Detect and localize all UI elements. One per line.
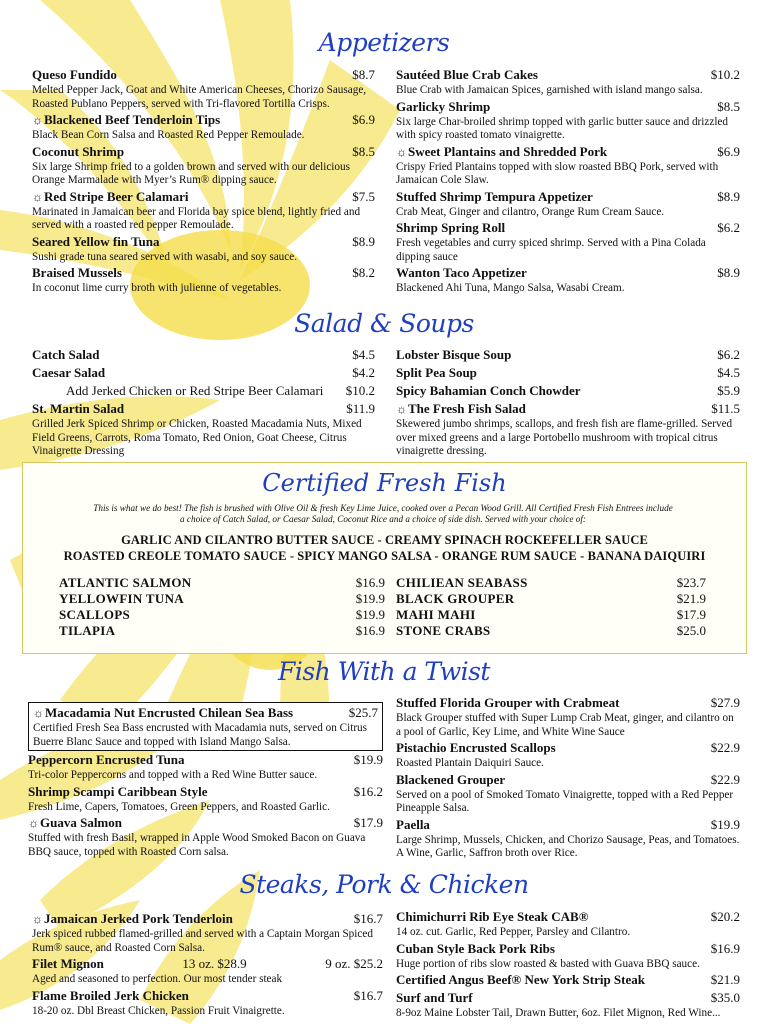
- menu-item: [32, 264, 375, 296]
- menu-item-header: [32, 987, 383, 1005]
- menu-item-name: Seared Yellow fin Tuna: [32, 233, 160, 249]
- menu-item-name: Shrimp Scampi Caribbean Style: [28, 783, 208, 799]
- menu-item-header: [28, 751, 383, 769]
- menu-item: [396, 971, 740, 989]
- menu-item-name: Wanton Taco Appetizer: [396, 265, 527, 280]
- menu-item-price: $19.9: [353, 752, 383, 767]
- fish-name: STONE CRABS: [396, 623, 491, 638]
- menu-item-description: 18-20 oz. Dbl Breast Chicken, Passion Fruit Vinaigrette.: [32, 1004, 285, 1017]
- menu-item-name: Add Jerked Chicken or Red Stripe Beer Calamari: [66, 383, 324, 398]
- menu-item-price: $11.9: [346, 401, 375, 416]
- menu-item-title: [33, 704, 293, 722]
- menu-item-header: [396, 400, 740, 418]
- menu-item: [32, 382, 375, 400]
- menu-item-header: [28, 814, 383, 832]
- menu-item: [28, 783, 383, 815]
- menu-item-price: $8.9: [717, 188, 740, 204]
- menu-item-header: [396, 264, 740, 282]
- menu-item-header: [396, 989, 740, 1007]
- menu-item: [32, 364, 375, 382]
- menu-item: [396, 364, 740, 382]
- fish-row: [396, 575, 706, 591]
- fresh-fish-box: [22, 462, 747, 654]
- menu-item-title: [396, 739, 556, 757]
- menu-item-price: $27.9: [710, 695, 740, 710]
- menu-item-title: [396, 816, 430, 834]
- menu-item-description: 8-9oz Maine Lobster Tail, Drawn Butter, 6oz. Filet Mignon, Red Wine...: [396, 1007, 721, 1019]
- fish-row: [396, 607, 706, 623]
- menu-item-header: [396, 66, 740, 84]
- menu-item: [396, 400, 740, 459]
- menu-item-price: $16.2: [353, 783, 383, 799]
- menu-item-price: $4.5: [717, 365, 740, 380]
- appetizers-left-column: [32, 66, 375, 296]
- menu-item-name: Caesar Salad: [32, 365, 106, 380]
- menu-item-header: [396, 364, 740, 382]
- menu-item: [396, 771, 740, 816]
- twist-left-column: [28, 702, 383, 859]
- menu-item-price: $8.9: [717, 265, 740, 280]
- fish-row: [59, 607, 385, 623]
- menu-item-description: Tri-color Peppercorns and topped with a Red Wine Butter sauce.: [28, 769, 318, 781]
- sun-icon: ☼: [32, 912, 43, 926]
- menu-item: [28, 814, 383, 859]
- menu-item-header: [396, 739, 740, 757]
- menu-item-description: Certified Fresh Sea Bass encrusted with Macadamia nuts, served on Citrus Buerre Blanc Sauce and topped with Island Mango Salsa.: [33, 722, 367, 748]
- menu-item-description: Six large Char-broiled shrimp topped with garlic butter sauce and drizzled with spicy roasted tomato vinaigrette.: [396, 115, 728, 141]
- menu-item-header: [396, 143, 740, 161]
- menu-item-name: Coconut Shrimp: [32, 143, 125, 159]
- appetizers-right-column: [396, 66, 740, 296]
- menu-item-title: [32, 910, 233, 928]
- fish-row: [59, 591, 385, 607]
- menu-item-description: Fresh vegetables and curry spiced shrimp. Served with a Pina Colada dipping sauce: [396, 237, 706, 263]
- menu-item-title: [396, 400, 526, 418]
- menu-item-description: Skewered jumbo shrimps, scallops, and fresh fish are flame-grilled. Served over mixed greens and a large Portobello mushroom with tropical citrus vinaigrette dressing.: [396, 418, 733, 457]
- fresh-fish-left-list: [59, 575, 385, 639]
- menu-item-header: [396, 219, 740, 237]
- menu-item-title: [396, 98, 490, 116]
- fresh-fish-right-list: [396, 575, 706, 639]
- menu-item-header: [33, 704, 378, 722]
- menu-item-title: [32, 955, 104, 973]
- menu-item-price: $22.9: [710, 740, 740, 755]
- menu-item-price: $19.9: [710, 816, 740, 832]
- fish-price: $16.9: [355, 575, 385, 590]
- menu-item-name: Flame Broiled Jerk Chicken: [32, 987, 189, 1003]
- price-option: 9 oz. $25.2: [325, 956, 383, 971]
- menu-item-header: [32, 910, 383, 928]
- menu-item-title: [396, 219, 505, 237]
- menu-item-header: [396, 694, 740, 712]
- menu-item-price: $16.7: [353, 987, 383, 1003]
- menu-item-description: Blackened Ahi Tuna, Mango Salsa, Wasabi Cream.: [396, 282, 625, 294]
- menu-item-description: Six large Shrimp fried to a golden brown and served with our delicious Orange Marmalade with Myer’s Rum® dipping sauce.: [32, 160, 350, 186]
- menu-item-name: Shrimp Spring Roll: [396, 220, 506, 235]
- menu-item: [396, 143, 740, 188]
- menu-item-title: [32, 364, 105, 382]
- menu-item-header: [32, 400, 375, 418]
- menu-item-header: [32, 346, 375, 364]
- menu-item-description: Aged and seasoned to perfection. Our most tender steak: [32, 973, 283, 985]
- menu-item: [396, 98, 740, 143]
- steaks-right-column: [396, 908, 740, 1021]
- menu-item-title: [32, 987, 189, 1005]
- menu-item-title: [396, 264, 527, 282]
- menu-item: [32, 346, 375, 364]
- menu-item-description: Sushi grade tuna seared served with wasabi, and soy sauce.: [32, 250, 298, 263]
- menu-item-price: $20.2: [710, 909, 740, 924]
- menu-item-name: Spicy Bahamian Conch Chowder: [396, 383, 581, 398]
- menu-item-title: [396, 771, 505, 789]
- menu-item-name: Garlicky Shrimp: [396, 98, 491, 114]
- sauce-line-2: ROASTED CREOLE TOMATO SAUCE - SPICY MANGO SALSA - ORANGE RUM SAUCE - BANANA DAIQUIRI: [63, 549, 706, 563]
- menu-item-header: [32, 955, 383, 973]
- menu-item-header: [396, 346, 740, 364]
- fish-name: SCALLOPS: [59, 607, 131, 622]
- menu-item-description: Black Grouper stuffed with Super Lump Crab Meat, ginger, and cilantro on a pool of Garlic, Key Lime, and White Wine Sauce: [396, 712, 734, 738]
- twist-heading: Fish With a Twist: [278, 657, 490, 686]
- menu-item-description: Marinated in Jamaican beer and Florida bay spice blend, lightly fried and served with a roasted red pepper Remoulade.: [32, 205, 361, 231]
- fish-price: $17.9: [676, 607, 706, 622]
- sauce-line-1: GARLIC AND CILANTRO BUTTER SAUCE - CREAMY SPINACH ROCKEFELLER SAUCE: [121, 533, 648, 547]
- menu-item-header: [32, 111, 375, 129]
- menu-item: [28, 702, 383, 751]
- menu-item-name: Catch Salad: [32, 347, 100, 362]
- menu-item-name: Peppercorn Encrusted Tuna: [28, 752, 185, 767]
- menu-item-name: Lobster Bisque Soup: [396, 347, 512, 362]
- fish-row: [59, 575, 385, 591]
- menu-item-header: [396, 98, 740, 116]
- fish-row: [396, 591, 706, 607]
- sun-icon: ☼: [32, 113, 43, 127]
- menu-item: [396, 694, 740, 739]
- menu-item-title: [396, 143, 607, 161]
- menu-item-header: [396, 816, 740, 834]
- salads-heading: Salad & Soups: [294, 309, 474, 338]
- menu-item-name: Paella: [396, 816, 430, 832]
- menu-item-header: [32, 233, 375, 251]
- sun-icon: ☼: [396, 402, 407, 416]
- fish-row: [59, 623, 385, 639]
- menu-item-description: Fresh Lime, Capers, Tomatoes, Green Peppers, and Roasted Garlic.: [28, 800, 330, 813]
- fish-name: TILAPIA: [59, 623, 116, 638]
- menu-item-description: Roasted Plantain Daiquiri Sauce.: [396, 757, 544, 769]
- menu-item-price: $4.2: [352, 365, 375, 380]
- menu-item: [396, 989, 740, 1021]
- fish-name: ATLANTIC SALMON: [59, 575, 192, 590]
- menu-item-title: [32, 233, 160, 251]
- menu-item-price: $10.2: [710, 67, 740, 82]
- menu-item: [32, 233, 375, 265]
- menu-item-price: $11.5: [711, 401, 740, 416]
- menu-item-description: Large Shrimp, Mussels, Chicken, and Chorizo Sausage, Peas, and Tomatoes. A Wine, Garlic, Saffron broth over Rice.: [396, 833, 740, 859]
- menu-item-header: [32, 188, 375, 206]
- menu-item-title: [32, 111, 220, 129]
- menu-item-title: [396, 66, 538, 84]
- menu-item-header: [32, 382, 375, 400]
- menu-item-description: Black Bean Corn Salsa and Roasted Red Pepper Remoulade.: [32, 129, 305, 141]
- menu-item-description: Stuffed with fresh Basil, wrapped in Apple Wood Smoked Bacon on Guava BBQ sauce, topped with Roasted Corn salsa.: [28, 832, 366, 858]
- menu-item-name: Pistachio Encrusted Scallops: [396, 740, 556, 755]
- twist-right-column: [396, 694, 740, 861]
- menu-item-name: Sautéed Blue Crab Cakes: [396, 67, 538, 82]
- menu-item-description: Huge portion of ribs slow roasted & basted with Guava BBQ sauce.: [396, 957, 700, 970]
- steaks-heading: Steaks, Pork & Chicken: [239, 870, 529, 899]
- fresh-fish-heading: Certified Fresh Fish: [262, 469, 507, 497]
- menu-item-price: $6.2: [717, 220, 740, 235]
- menu-item: [396, 219, 740, 264]
- menu-item-name: Chimichurri Rib Eye Steak CAB®: [396, 909, 589, 924]
- menu-item-name: Cuban Style Back Pork Ribs: [396, 940, 555, 956]
- menu-item: [32, 143, 375, 188]
- menu-item-title: [32, 188, 189, 206]
- menu-item-description: In coconut lime curry broth with julienne of vegetables.: [32, 282, 282, 294]
- sun-icon: ☼: [33, 706, 44, 720]
- menu-item-price: $21.9: [710, 972, 740, 987]
- menu-item-title: [32, 143, 124, 161]
- menu-item-name: Stuffed Shrimp Tempura Appetizer: [396, 188, 593, 204]
- menu-item-name: Macadamia Nut Encrusted Chilean Sea Bass: [45, 705, 294, 720]
- menu-item-title: [396, 694, 619, 712]
- menu-item-price: $8.5: [352, 143, 375, 159]
- menu-item-title: [396, 940, 555, 958]
- menu-item-price: $16.7: [353, 911, 383, 926]
- menu-item: [396, 908, 740, 940]
- fish-row: [396, 623, 706, 639]
- fish-price: $25.0: [676, 623, 706, 638]
- menu-item-price: $8.5: [717, 98, 740, 114]
- fish-price: $19.9: [355, 591, 385, 606]
- menu-item-price: $35.0: [710, 990, 740, 1005]
- menu-item-description: Crab Meat, Ginger and cilantro, Orange Rum Cream Sauce.: [396, 205, 665, 218]
- menu-item-header: [396, 771, 740, 789]
- fish-name: MAHI MAHI: [396, 607, 476, 622]
- menu-item: [32, 188, 375, 233]
- fish-price: $19.9: [355, 607, 385, 622]
- fish-price: $23.7: [676, 575, 706, 590]
- menu-item-name: Blackened Beef Tenderloin Tips: [44, 112, 221, 127]
- menu-item-header: [32, 66, 375, 84]
- menu-item-price: $25.7: [348, 705, 378, 720]
- menu-item-name: Jamaican Jerked Pork Tenderloin: [44, 911, 233, 926]
- menu-item-title: [28, 814, 122, 832]
- menu-item-header: [396, 971, 740, 989]
- menu-item: [32, 910, 383, 955]
- menu-item: [32, 987, 383, 1019]
- menu-item: [396, 188, 740, 220]
- menu-item: [32, 111, 375, 143]
- fish-price: $16.9: [355, 623, 385, 638]
- appetizers-heading: Appetizers: [318, 28, 450, 57]
- menu-item-name: Sweet Plantains and Shredded Pork: [408, 143, 608, 159]
- menu-item-title: [396, 971, 645, 989]
- menu-item: [396, 816, 740, 861]
- menu-item-header: [396, 940, 740, 958]
- menu-item-price: $7.5: [352, 188, 375, 204]
- menu-item-name: Queso Fundido: [32, 67, 117, 82]
- menu-item-description: Melted Pepper Jack, Goat and White American Cheeses, Chorizo Sausage, Roasted Publano Peppers, served with Tri-flavored Tortilla Crisps.: [32, 84, 367, 110]
- steaks-left-column: [32, 910, 383, 1018]
- menu-item-title: [396, 989, 473, 1007]
- menu-item: [396, 940, 740, 972]
- menu-item-name: Stuffed Florida Grouper with Crabmeat: [396, 695, 620, 710]
- sun-icon: ☼: [32, 189, 43, 204]
- menu-item-header: [32, 143, 375, 161]
- price-option: 13 oz. $28.9: [182, 956, 247, 971]
- menu-item-price: $17.9: [353, 815, 383, 830]
- menu-item-name: The Fresh Fish Salad: [408, 401, 526, 416]
- menu-item-title: [396, 908, 588, 926]
- menu-item-price: $4.5: [352, 347, 375, 362]
- menu-item-header: [396, 382, 740, 400]
- menu-item: [32, 66, 375, 111]
- menu-item-description: Jerk spiced rubbed flamed-grilled and served with a Captain Morgan Spiced Rum® sauce, and Roasted Corn Salsa.: [32, 928, 373, 954]
- menu-item: [396, 264, 740, 296]
- menu-item-name: Filet Mignon: [32, 956, 104, 971]
- menu-item-price: $8.9: [352, 233, 375, 249]
- menu-item-header: [28, 783, 383, 801]
- menu-item-description: Blue Crab with Jamaican Spices, garnished with island mango salsa.: [396, 84, 703, 96]
- menu-item-name: Braised Mussels: [32, 265, 122, 280]
- fish-name: CHILIEAN SEABASS: [396, 575, 528, 590]
- menu-item-price: $22.9: [710, 771, 740, 787]
- menu-item-price: $5.9: [717, 383, 740, 398]
- menu-item-description: 14 oz. cut. Garlic, Red Pepper, Parsley and Cilantro.: [396, 926, 631, 938]
- salads-right-column: [396, 346, 740, 459]
- fish-price: $21.9: [676, 591, 706, 606]
- menu-item-price: $6.9: [352, 112, 375, 127]
- menu-item: [396, 66, 740, 98]
- menu-item: [32, 955, 383, 987]
- menu-item-header: [32, 364, 375, 382]
- menu-item-name: Red Stripe Beer Calamari: [44, 188, 189, 204]
- menu-item-description: Grilled Jerk Spiced Shrimp or Chicken, Roasted Macadamia Nuts, Mixed Field Greens, Carrots, Roma Tomato, Red Onion, Goat Cheese, Citrus Vinaigrette Dressing: [32, 418, 362, 457]
- menu-item-header: [396, 188, 740, 206]
- menu-item: [396, 739, 740, 771]
- menu-item-header: [396, 908, 740, 926]
- salads-left-column: [32, 346, 375, 459]
- menu-item-title: [32, 264, 122, 282]
- sun-icon: ☼: [28, 816, 39, 830]
- menu-item-title: [396, 346, 511, 364]
- menu-item-title: [396, 188, 593, 206]
- menu-item: [28, 751, 383, 783]
- menu-item-title: [396, 382, 581, 400]
- menu-item-title: [396, 364, 477, 382]
- menu-item-name: St. Martin Salad: [32, 401, 125, 416]
- menu-item-name: Split Pea Soup: [396, 365, 477, 380]
- menu-item-price: $6.2: [717, 347, 740, 362]
- menu-item-title: [32, 66, 117, 84]
- menu-item-title: [32, 400, 124, 418]
- fish-name: YELLOWFIN TUNA: [59, 591, 184, 606]
- menu-item-description: Served on a pool of Smoked Tomato Vinaigrette, topped with a Red Pepper Pineapple Salsa.: [396, 788, 734, 814]
- menu-item-name: Surf and Turf: [396, 990, 473, 1005]
- menu-item-title: [28, 783, 208, 801]
- menu-item-name: Guava Salmon: [40, 815, 122, 830]
- menu-item-name: Certified Angus Beef® New York Strip Steak: [396, 972, 645, 987]
- menu-item-price: $16.9: [710, 940, 740, 956]
- menu-item-price: $8.7: [352, 67, 375, 82]
- menu-item: [396, 346, 740, 364]
- menu-item-price: $8.2: [352, 265, 375, 280]
- sun-icon: ☼: [396, 144, 407, 159]
- menu-item-title: [32, 346, 100, 364]
- menu-item-price: $10.2: [345, 383, 375, 398]
- menu-item-price: $6.9: [717, 143, 740, 159]
- menu-item: [32, 400, 375, 459]
- fish-name: BLACK GROUPER: [396, 591, 515, 606]
- menu-item-header: [32, 264, 375, 282]
- menu-item-title: [28, 751, 185, 769]
- menu-item-description: Crispy Fried Plantains topped with slow roasted BBQ Pork, served with Jamaican Cole Slaw.: [396, 160, 719, 186]
- menu-item: [396, 382, 740, 400]
- menu-item-title: [32, 382, 323, 400]
- menu-item-name: Blackened Grouper: [396, 771, 506, 787]
- fresh-fish-intro: This is what we do best! The fish is brushed with Olive Oil & fresh Key Lime Juice, cooked over a Pecan Wood Grill. All Certified Fresh Fish Entrees include a choice of Catch Salad, or Caesar Salad, Coconut Rice and a choice of side dish. Served with your choice of:: [93, 503, 673, 524]
